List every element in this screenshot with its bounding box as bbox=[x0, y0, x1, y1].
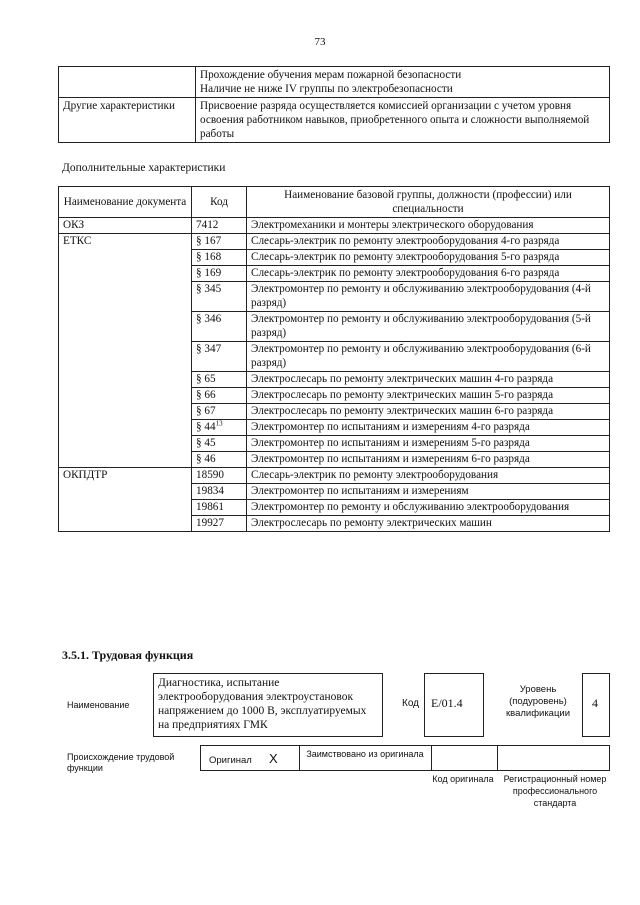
origin-label: Происхождение трудовой функции bbox=[67, 752, 175, 773]
col-header-name: Наименование базовой группы, должности (профессии) или специальности bbox=[247, 187, 610, 218]
occupation-name-cell: Электрослесарь по ремонту электрических машин 5-го разряда bbox=[247, 388, 610, 404]
occupation-name-cell: Слесарь-электрик по ремонту электрооборудования 5-го разряда bbox=[247, 250, 610, 266]
row-label bbox=[59, 67, 196, 98]
code-cell bbox=[192, 516, 247, 532]
doc-name-cell: ОКПДТР bbox=[59, 468, 192, 532]
section-title: 3.5.1. Трудовая функция bbox=[62, 648, 194, 662]
occupation-name-cell: Электрослесарь по ремонту электрических машин bbox=[247, 516, 610, 532]
code-text: § 167 bbox=[196, 235, 222, 247]
code-value-box: E/01.4 bbox=[424, 673, 484, 737]
code-cell bbox=[192, 388, 247, 404]
code-cell bbox=[192, 250, 247, 266]
code-cell bbox=[192, 266, 247, 282]
page-number: 73 bbox=[314, 36, 326, 48]
origin-code-caption: Код оригинала bbox=[432, 774, 494, 784]
header-row bbox=[59, 187, 610, 218]
code-cell bbox=[192, 218, 247, 234]
table-body bbox=[59, 218, 610, 532]
code-cell bbox=[192, 404, 247, 420]
additional-characteristics-title: Дополнительные характеристики bbox=[62, 162, 226, 174]
code-text: 18590 bbox=[196, 469, 224, 481]
level-label: Уровень (подуровень) квалификации bbox=[505, 684, 571, 719]
occupation-name-cell: Слесарь-электрик по ремонту электрооборудования 4-го разряда bbox=[247, 234, 610, 250]
occupation-name-cell: Слесарь-электрик по ремонту электрооборудования bbox=[247, 468, 610, 484]
code-text: § 169 bbox=[196, 267, 222, 279]
original-mark: X bbox=[269, 751, 278, 766]
code-text: § 67 bbox=[196, 405, 216, 417]
table-row bbox=[59, 468, 610, 484]
col-header-code: Код bbox=[192, 187, 247, 218]
code-text: § 347 bbox=[196, 343, 222, 355]
original-label: Оригинал bbox=[209, 755, 252, 766]
text-line: Прохождение обучения мерам пожарной безопасности bbox=[200, 69, 462, 81]
col-header-document: Наименование документа bbox=[59, 187, 192, 218]
code-text: § 345 bbox=[196, 283, 222, 295]
occupation-name-cell: Электрослесарь по ремонту электрических машин 6-го разряда bbox=[247, 404, 610, 420]
level-value-box: 4 bbox=[582, 673, 610, 737]
occupation-name-cell: Электромонтер по ремонту и обслуживанию электрооборудования (6-й разряд) bbox=[247, 342, 610, 372]
occupation-name-cell: Электромонтер по ремонту и обслуживанию электрооборудования bbox=[247, 500, 610, 516]
code-text: § 65 bbox=[196, 373, 216, 385]
table-row bbox=[59, 67, 610, 98]
row-value: Присвоение разряда осуществляется комиссией организации с учетом уровня освоения работником навыков, приобретенного опыта и сложности выполняемой работы bbox=[196, 98, 610, 143]
table-row bbox=[59, 98, 610, 143]
code-text: § 168 bbox=[196, 251, 222, 263]
top-characteristics-table bbox=[58, 66, 610, 143]
code-cell bbox=[192, 484, 247, 500]
doc-name-cell: ОКЗ bbox=[59, 218, 192, 234]
code-text: § 66 bbox=[196, 389, 216, 401]
code-cell bbox=[192, 234, 247, 250]
text-line: Наличие не ниже IV группы по электробезопасности bbox=[200, 83, 453, 95]
occupation-name-cell: Электромеханики и монтеры электрического оборудования bbox=[247, 218, 610, 234]
origin-row bbox=[200, 745, 610, 771]
table-row bbox=[59, 234, 610, 250]
borrowed-label: Заимствовано из оригинала bbox=[306, 749, 424, 759]
code-text: § 44 bbox=[196, 421, 216, 433]
footnote-ref: 13 bbox=[215, 419, 223, 428]
code-cell bbox=[192, 468, 247, 484]
function-name-box: Диагностика, испытание электрооборудования электроустановок напряжением до 1000 В, эксплуатируемых на предприятиях ГМК bbox=[153, 673, 383, 737]
code-text: 7412 bbox=[196, 219, 219, 231]
name-label: Наименование bbox=[67, 700, 130, 710]
occupation-name-cell: Слесарь-электрик по ремонту электрооборудования 6-го разряда bbox=[247, 266, 610, 282]
code-cell bbox=[192, 342, 247, 372]
additional-characteristics-table bbox=[58, 186, 610, 532]
code-cell bbox=[192, 372, 247, 388]
occupation-name-cell: Электромонтер по испытаниям и измерениям 5-го разряда bbox=[247, 436, 610, 452]
code-text: 19927 bbox=[196, 517, 224, 529]
code-text: 19861 bbox=[196, 501, 224, 513]
doc-name-cell: ЕТКС bbox=[59, 234, 192, 468]
code-text: § 46 bbox=[196, 453, 216, 465]
code-cell bbox=[192, 436, 247, 452]
occupation-name-cell: Электромонтер по ремонту и обслуживанию электрооборудования (5-й разряд) bbox=[247, 312, 610, 342]
occupation-name-cell: Электромонтер по испытаниям и измерениям 6-го разряда bbox=[247, 452, 610, 468]
code-cell bbox=[192, 282, 247, 312]
code-cell bbox=[192, 452, 247, 468]
row-value bbox=[196, 67, 610, 98]
reg-number-caption: Регистрационный номер профессионального стандарта bbox=[503, 774, 607, 808]
code-text: § 346 bbox=[196, 313, 222, 325]
table-row bbox=[59, 218, 610, 234]
row-label: Другие характеристики bbox=[59, 98, 196, 143]
occupation-name-cell: Электрослесарь по ремонту электрических машин 4-го разряда bbox=[247, 372, 610, 388]
code-cell bbox=[192, 420, 247, 436]
code-text: 19834 bbox=[196, 485, 224, 497]
occupation-name-cell: Электромонтер по испытаниям и измерениям bbox=[247, 484, 610, 500]
occupation-name-cell: Электромонтер по испытаниям и измерениям 4-го разряда bbox=[247, 420, 610, 436]
code-cell bbox=[192, 500, 247, 516]
code-cell bbox=[192, 312, 247, 342]
code-label: Код bbox=[402, 698, 420, 709]
occupation-name-cell: Электромонтер по ремонту и обслуживанию электрооборудования (4-й разряд) bbox=[247, 282, 610, 312]
code-text: § 45 bbox=[196, 437, 216, 449]
